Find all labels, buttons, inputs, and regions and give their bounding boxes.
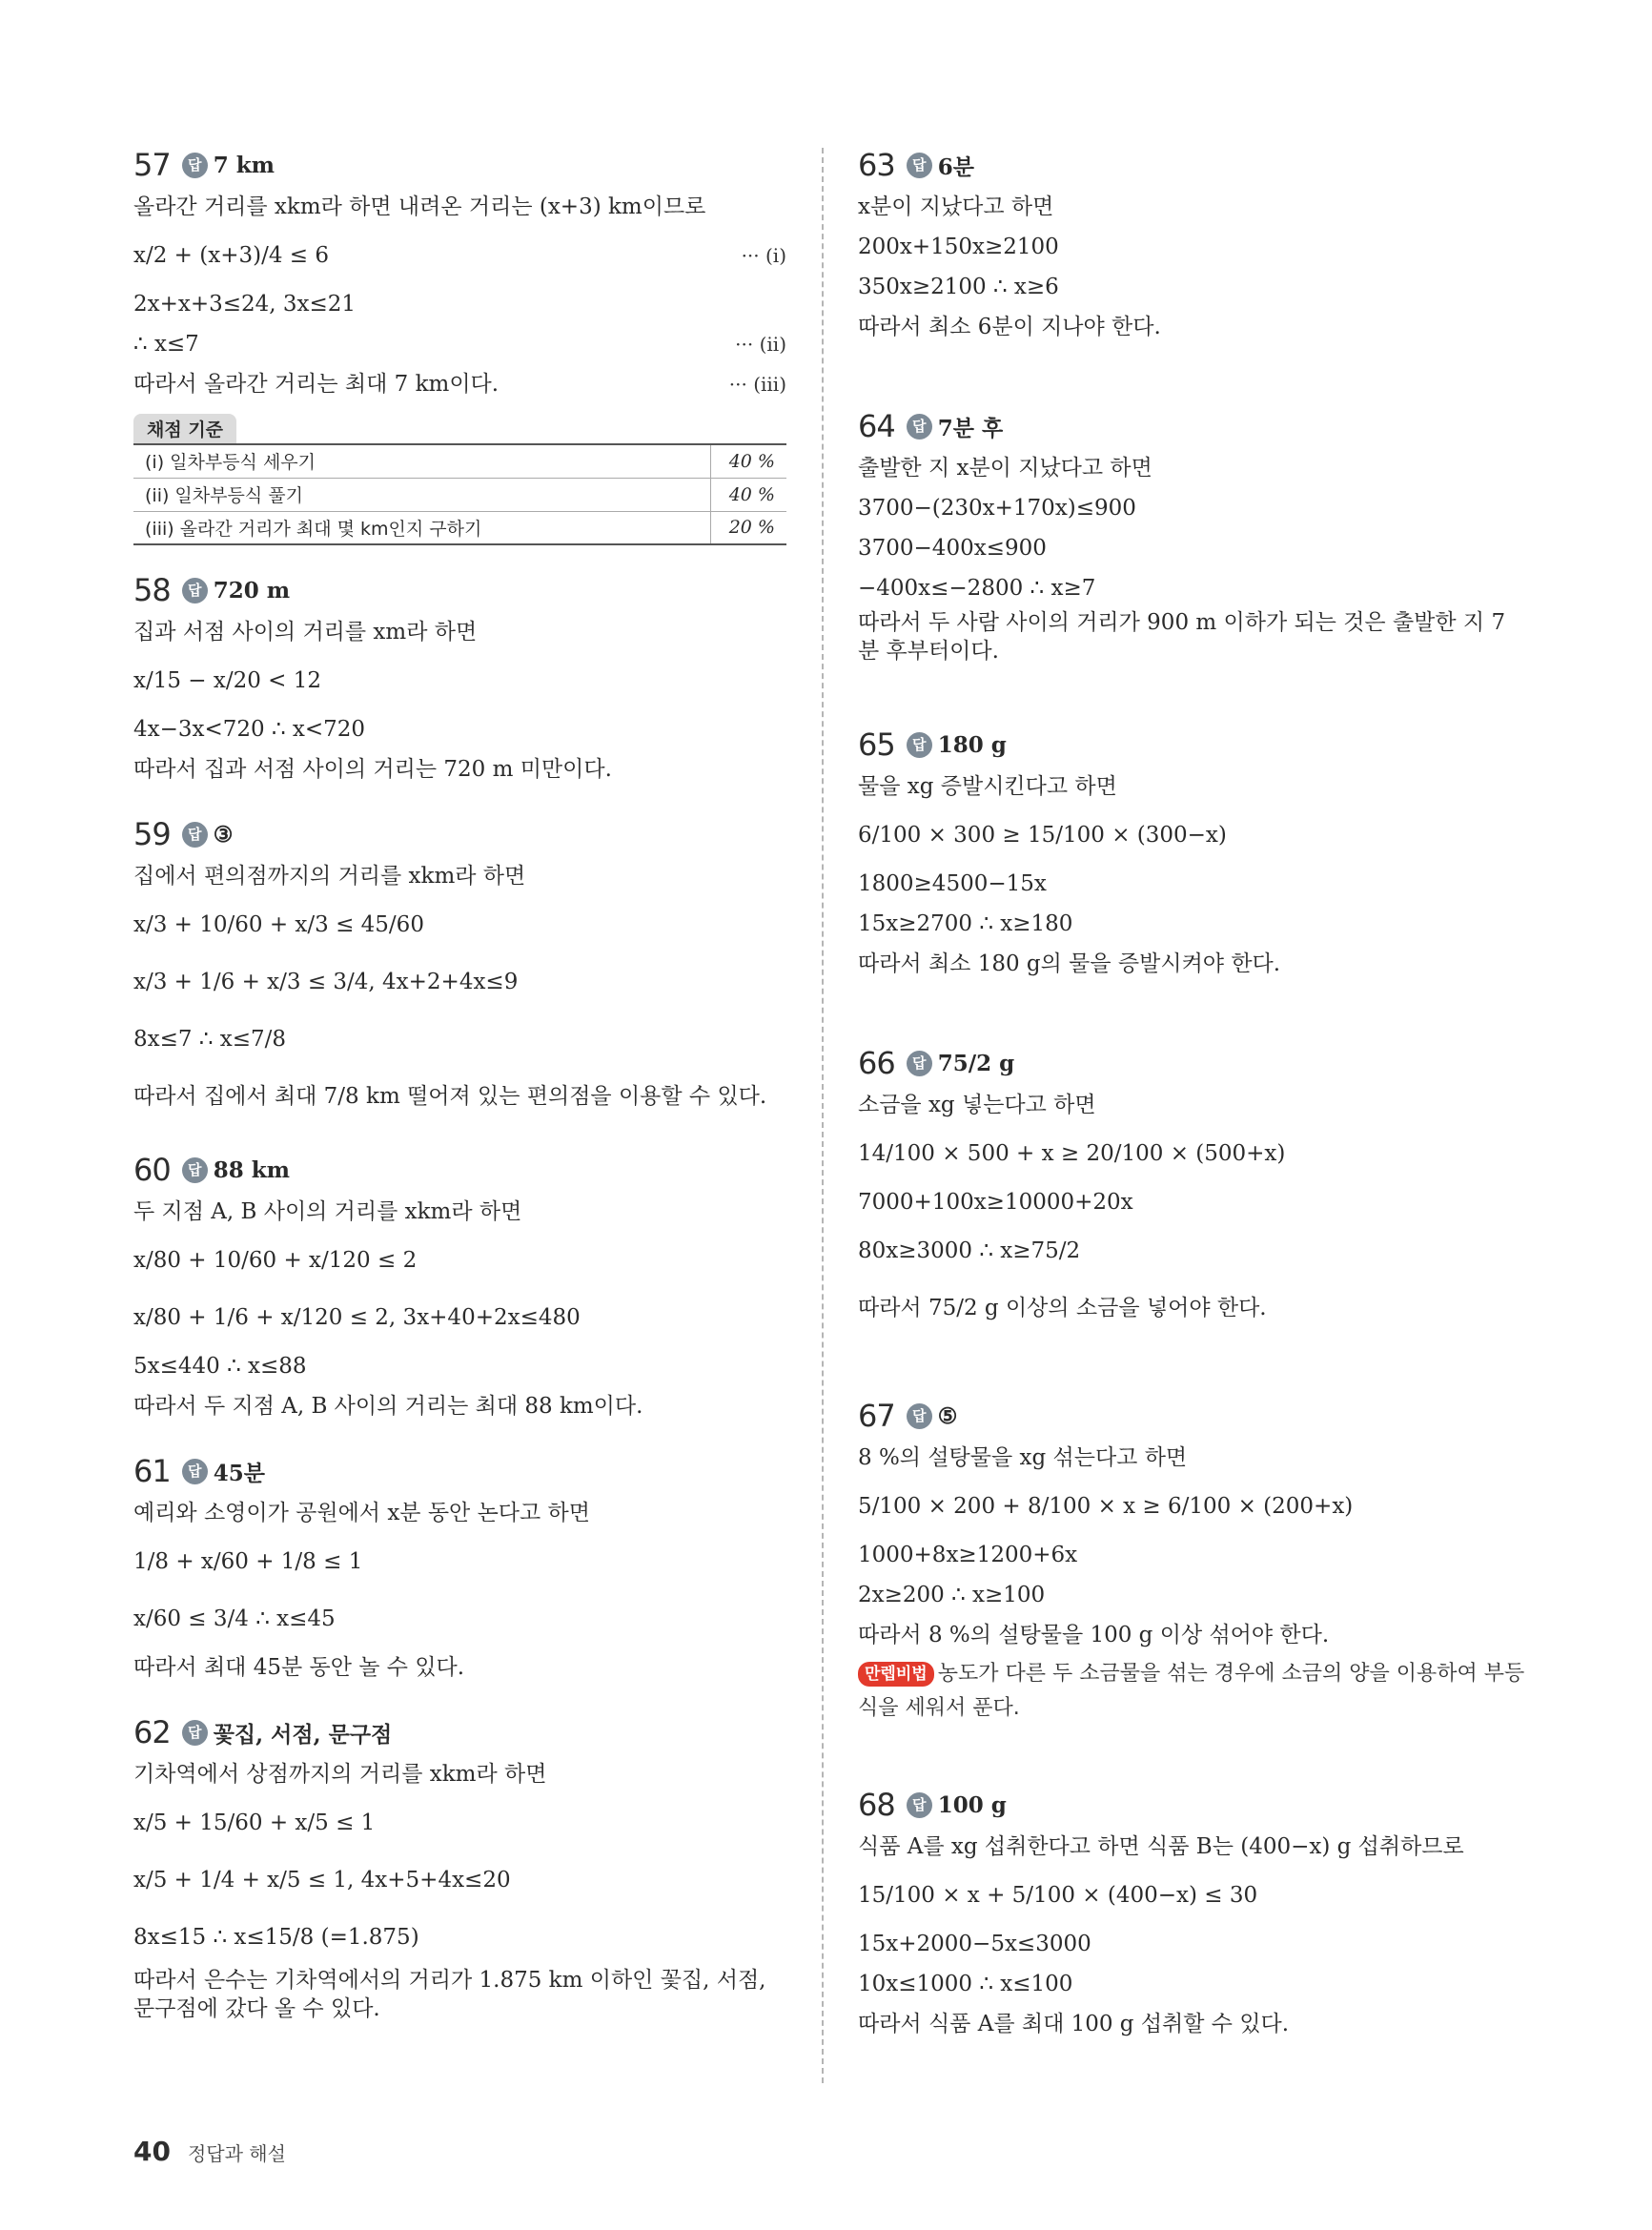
problem-60 [133,1148,786,1426]
problem-67 [858,1394,1525,1726]
problem-61 [133,1449,786,1688]
problem-number: 66 [858,1045,895,1081]
problem-number: 58 [133,572,171,608]
answer: 7 km [213,152,275,178]
problem-57 [133,143,786,545]
answer-badge: 답 [907,414,932,440]
solution-line: 집과 서점 사이의 거리를 xm라 하면 [133,620,478,644]
solution-line: 올라간 거리를 xkm라 하면 내려온 거리는 (x+3) km이므로 [133,194,706,219]
answer: 720 m [213,577,291,604]
problem-header [858,143,1525,187]
answer-badge: 답 [182,153,208,178]
problem-number: 57 [133,147,171,183]
solution-line: 1000+8x≥1200+6x [858,1543,1078,1567]
problem-header [133,1148,786,1192]
solution-line: x/2 + (x+3)/4 ≤ 6 ··· (i) [133,243,786,268]
problem-header [858,1783,1525,1827]
solution-line: 8 %의 설탕물을 xg 섞는다고 하면 [858,1445,1188,1470]
solution-line: 따라서 최대 45분 동안 놀 수 있다. [133,1655,465,1680]
solution-line: x/5 + 15/60 + x/5 ≤ 1 [133,1811,376,1835]
step-mark: ··· (iii) [728,373,786,396]
answer-badge: 답 [907,1792,932,1818]
problem-59 [133,812,786,1125]
page-footer [133,2136,286,2167]
solution-line: 2x+x+3≤24, 3x≤21 [133,292,357,317]
solution-line: 5/100 × 200 + 8/100 × x ≥ 6/100 × (200+x) [858,1494,1354,1519]
answer-badge: 답 [907,732,932,758]
answer: 꽃집, 서점, 문구점 [213,1721,393,1748]
problem-header [858,404,1525,448]
solution-line: 8x≤15 ∴ x≤15/8 (=1.875) [133,1925,419,1950]
solution-line: 식품 A를 xg 섭취한다고 하면 식품 B는 (400−x) g 섭취하므로 [858,1834,1464,1859]
solution-line: 따라서 식품 A를 최대 100 g 섭취할 수 있다. [858,2012,1290,2036]
problem-number: 60 [133,1152,171,1188]
solution-line: 물을 xg 증발시킨다고 하면 [858,774,1117,799]
problem-number: 65 [858,726,895,763]
problem-header [858,1394,1525,1438]
solution-line: 예리와 소영이가 공원에서 x분 동안 논다고 하면 [133,1501,590,1525]
table-row: (i) 일차부등식 세우기 40 % [133,444,786,478]
problem-header [133,1710,786,1754]
problem-header [858,723,1525,767]
answer: ⑤ [937,1402,958,1429]
page-number: 40 [133,2136,171,2167]
solution-line: 10x≤1000 ∴ x≤100 [858,1972,1073,1996]
answer: 180 g [937,731,1007,758]
grading-criteria-table [133,443,786,545]
solution-line: 따라서 올라간 거리는 최대 7 km이다. ··· (iii) [133,372,786,397]
tip-badge: 만렙비법 [858,1662,934,1687]
solution-line: 6/100 × 300 ≥ 15/100 × (300−x) [858,823,1227,848]
tip-note [858,1655,1525,1726]
solution-line: 3700−400x≤900 [858,536,1047,561]
problem-number: 64 [858,408,895,444]
solution-line: 200x+150x≥2100 [858,235,1059,259]
solution-line: 집에서 편의점까지의 거리를 xkm라 하면 [133,864,526,889]
problem-header [133,568,786,612]
answer-badge: 답 [907,153,932,178]
solution-line: 따라서 은수는 기차역에서의 거리가 1.875 km 이하인 꽃집, 서점, 문구점에 갔다 올 수 있다. [133,1968,766,2021]
solution-line: 350x≥2100 ∴ x≥6 [858,275,1059,299]
solution-line: 따라서 두 사람 사이의 거리가 900 m 이하가 되는 것은 출발한 지 7분 후부터이다. [858,610,1506,664]
answer: 6분 [937,153,974,180]
answer: 75/2 g [937,1050,1015,1076]
solution-line: 기차역에서 상점까지의 거리를 xkm라 하면 [133,1762,547,1787]
answer: 45분 [213,1460,265,1486]
solution-line: x/15 − x/20 < 12 [133,668,322,693]
answer: 100 g [937,1791,1007,1818]
solution-line: 두 지점 A, B 사이의 거리를 xkm라 하면 [133,1199,522,1224]
solution-line: 1/8 + x/60 + 1/8 ≤ 1 [133,1549,363,1574]
solution-line: x/60 ≤ 3/4 ∴ x≤45 [133,1606,336,1631]
solution-line: x/80 + 1/6 + x/120 ≤ 2, 3x+40+2x≤480 [133,1305,581,1330]
step-mark: ··· (i) [741,244,786,267]
problem-68 [858,1783,1525,2044]
problem-number: 67 [858,1398,895,1434]
right-column [858,143,1525,2067]
solution-line: 3700−(230x+170x)≤900 [858,496,1136,521]
answer-badge: 답 [182,578,208,604]
solution-line: x/3 + 10/60 + x/3 ≤ 45/60 [133,912,424,937]
solution-line: 4x−3x<720 ∴ x<720 [133,717,366,742]
table-row: (iii) 올라간 거리가 최대 몇 km인지 구하기 20 % [133,511,786,544]
problem-number: 68 [858,1787,895,1823]
problem-63 [858,143,1525,347]
answer: ③ [213,821,234,848]
solution-line: 2x≥200 ∴ x≥100 [858,1583,1046,1607]
column-divider [822,148,824,2083]
problem-header [133,1449,786,1493]
solution-line: 8x≤7 ∴ x≤7/8 [133,1027,287,1052]
solution-line: 80x≥3000 ∴ x≥75/2 [858,1238,1081,1263]
solution-line: 따라서 8 %의 설탕물을 100 g 이상 섞어야 한다. [858,1623,1330,1647]
solution-line: x분이 지났다고 하면 [858,194,1054,219]
problem-number: 61 [133,1453,171,1489]
solution-line: x/3 + 1/6 + x/3 ≤ 3/4, 4x+2+4x≤9 [133,970,519,994]
answer-badge: 답 [907,1051,932,1076]
problem-58 [133,568,786,789]
solution-line: 15x+2000−5x≤3000 [858,1932,1091,1956]
tip-text: 농도가 다른 두 소금물을 섞는 경우에 소금의 양을 이용하여 부등식을 세워서 푼다. [858,1662,1525,1720]
solution-line: x/80 + 10/60 + x/120 ≤ 2 [133,1248,418,1273]
answer-badge: 답 [182,1157,208,1183]
answer-badge: 답 [907,1403,932,1429]
left-column [133,143,786,2046]
solution-line: 출발한 지 x분이 지났다고 하면 [858,456,1152,481]
solution-line: −400x≤−2800 ∴ x≥7 [858,576,1096,601]
solution-line: 따라서 최소 180 g의 물을 증발시켜야 한다. [858,951,1281,976]
answer-badge: 답 [182,1459,208,1484]
problem-header [133,143,786,187]
answer-badge: 답 [182,1720,208,1746]
problem-number: 59 [133,816,171,852]
solution-line: 1800≥4500−15x [858,871,1047,896]
solution-line: 따라서 집과 서점 사이의 거리는 720 m 미만이다. [133,757,612,782]
problem-64 [858,404,1525,665]
solution-line: 따라서 75/2 g 이상의 소금을 넣어야 한다. [858,1296,1267,1320]
solution-line: 따라서 두 지점 A, B 사이의 거리는 최대 88 km이다. [133,1394,643,1419]
problem-66 [858,1041,1525,1337]
solution-line: 따라서 집에서 최대 7/8 km 떨어져 있는 편의점을 이용할 수 있다. [133,1084,767,1109]
step-mark: ··· (ii) [735,333,786,356]
solution-line: ∴ x≤7 ··· (ii) [133,332,786,357]
solution-line: x/5 + 1/4 + x/5 ≤ 1, 4x+5+4x≤20 [133,1868,511,1892]
answer-badge: 답 [182,822,208,848]
solution-line: 소금을 xg 넣는다고 하면 [858,1093,1096,1117]
solution-line: 5x≤440 ∴ x≤88 [133,1354,307,1379]
table-row: (ii) 일차부등식 풀기 40 % [133,478,786,511]
solution-line: 7000+100x≥10000+20x [858,1190,1133,1215]
problem-65 [858,723,1525,984]
answer: 88 km [213,1156,291,1183]
answer: 7분 후 [937,415,1004,441]
problem-header [133,812,786,856]
solution-line: 15x≥2700 ∴ x≥180 [858,911,1073,936]
grading-criteria-title: 채점 기준 [133,414,236,443]
problem-62 [133,1710,786,2023]
problem-number: 63 [858,147,895,183]
solution-line: 14/100 × 500 + x ≥ 20/100 × (500+x) [858,1141,1286,1166]
problem-header [858,1041,1525,1085]
problem-number: 62 [133,1714,171,1750]
grading-criteria [133,414,786,545]
footer-label: 정답과 해설 [187,2142,286,2165]
solution-line: 따라서 최소 6분이 지나야 한다. [858,315,1161,339]
solution-line: 15/100 × x + 5/100 × (400−x) ≤ 30 [858,1883,1258,1908]
